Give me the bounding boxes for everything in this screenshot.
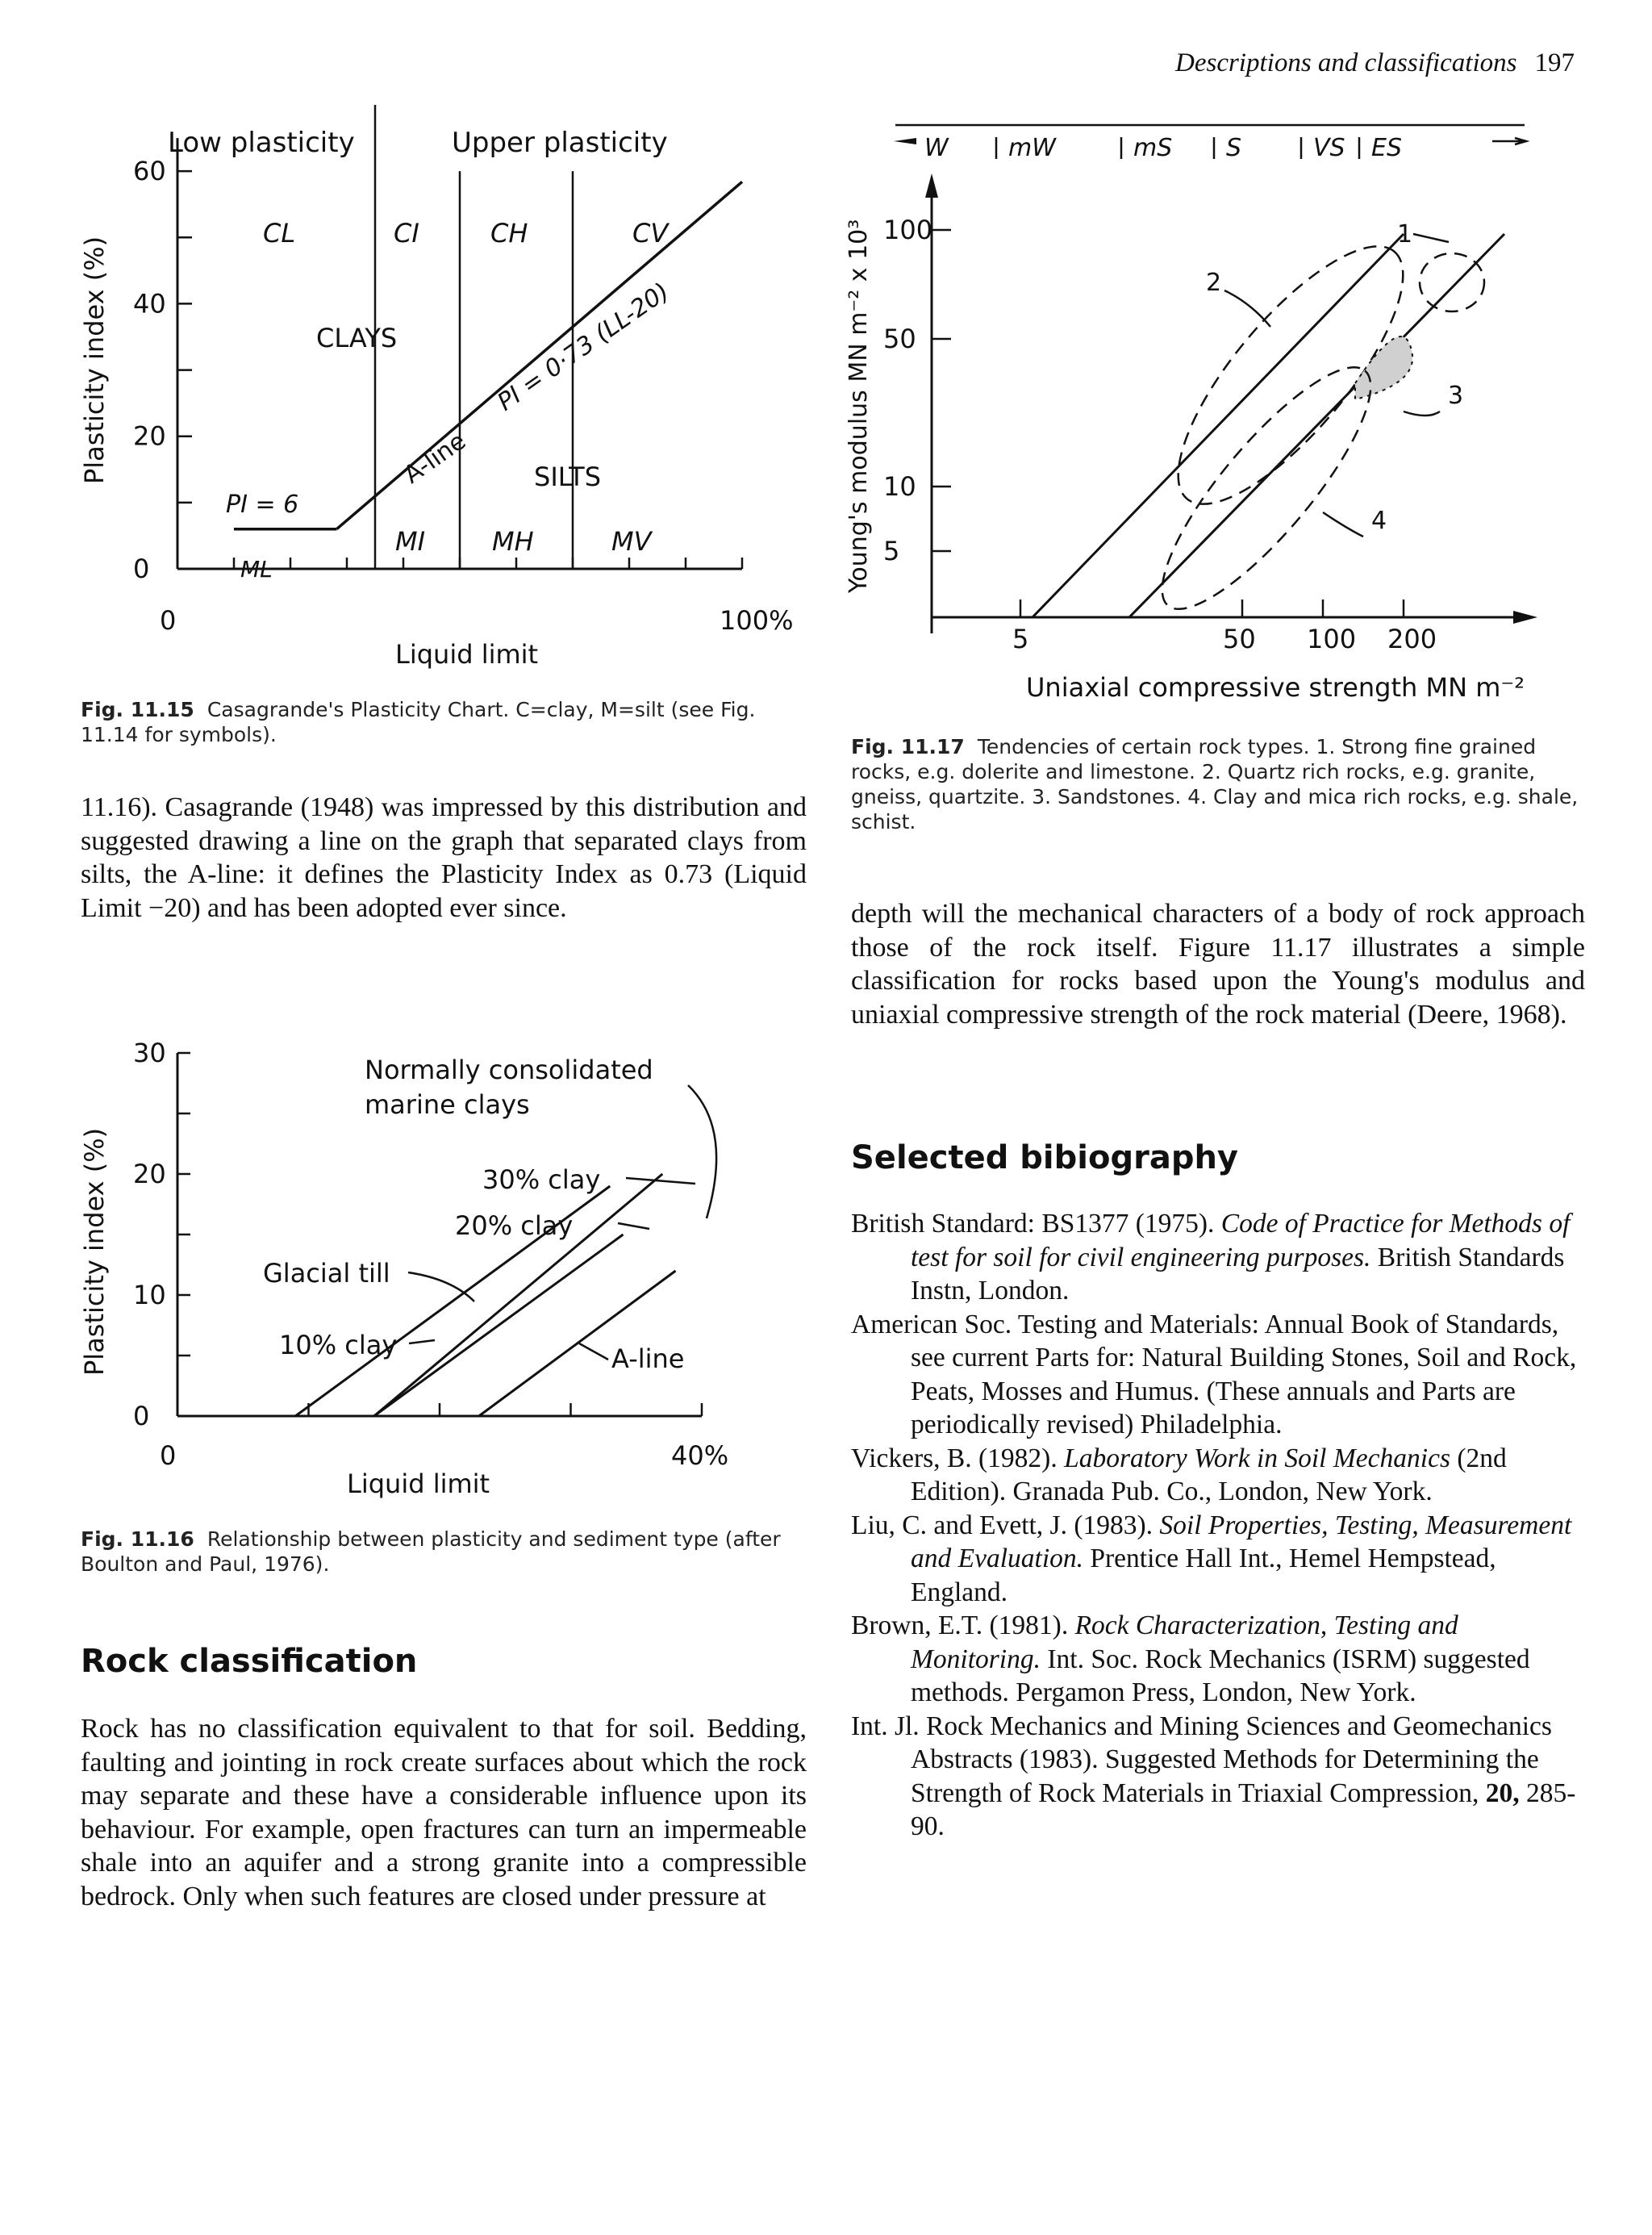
fig1-xtick-0: 0	[160, 605, 177, 636]
fig3-ytick-label: 100	[883, 215, 933, 245]
fig1-xlabel: Liquid limit	[395, 639, 539, 670]
fig1-ytick-label: 40	[133, 288, 166, 320]
figure-11-17	[839, 109, 1589, 722]
sediment-plasticity-chart	[73, 1005, 807, 1505]
fig2-caption	[81, 1527, 807, 1577]
rock-classification-heading: Rock classification	[81, 1643, 418, 1680]
fig3-label-3: 3	[1448, 382, 1464, 410]
fig3-line-lower	[1129, 234, 1504, 617]
fig3-label-1: 1	[1397, 220, 1413, 249]
fig2-leader-glacial	[408, 1272, 474, 1301]
fig3-y-arrow	[925, 173, 938, 198]
bib-entry-5: Brown, E.T. (1981). Rock Characterization, Testing and Monitoring. Int. Soc. Rock Mechanics (ISRM) suggested methods. Pergamon Press, London, New York.	[851, 1610, 1530, 1707]
fig1-zone-mv: MV	[611, 526, 652, 557]
fig3-class-ms: mS	[1133, 134, 1173, 162]
fig3-class-w: W	[924, 134, 949, 162]
fig1-zone-ci: CI	[394, 218, 419, 249]
fig2-caption-text: Relationship between plasticity and sediment type (after Boulton and Paul, 1976).	[81, 1527, 781, 1576]
fig2-leader-normally	[688, 1085, 716, 1218]
fig3-region-1	[1420, 253, 1484, 311]
rock-classification-chart	[839, 109, 1589, 722]
fig1-aline-equation: PI = 0·73 (LL-20)	[492, 277, 675, 417]
fig2-ytick-label: 30	[133, 1038, 166, 1068]
fig2-label-aline: A-line	[611, 1343, 685, 1374]
fig2-leader-30clay	[626, 1178, 695, 1184]
fig1-upper-plasticity: Upper plasticity	[452, 127, 668, 159]
fig2-xtick-0: 0	[160, 1440, 177, 1471]
fig3-xlabel: Uniaxial compressive strength MN m⁻²	[1026, 672, 1525, 703]
fig1-zone-mh: MH	[492, 526, 534, 557]
bibliography-list	[851, 1207, 1585, 1844]
fig3-ytick-label: 10	[883, 471, 916, 502]
fig2-xtick-40: 40%	[671, 1440, 729, 1471]
bib-entry-1: British Standard: BS1377 (1975). Code of Practice for Methods of test for soil for civil engineering purposes. British Standards Instn, London.	[851, 1209, 1571, 1305]
fig3-axes	[883, 173, 1537, 633]
fig2-ytick-label: 20	[133, 1159, 166, 1189]
fig1-ytick-label: 20	[133, 420, 166, 452]
fig2-ytick-label: 10	[133, 1280, 166, 1310]
fig3-caption-number: Fig. 11.17	[851, 735, 965, 758]
fig2-label-normally: Normally consolidated	[365, 1055, 653, 1085]
fig1-axes	[133, 105, 742, 584]
fig3-class-es: ES	[1371, 134, 1402, 162]
fig3-xtick-50: 50	[1223, 624, 1256, 654]
fig3-class-vs: VS	[1313, 134, 1345, 162]
col1-paragraph-1: 11.16). Casagrande (1948) was impressed by this distribution and suggested drawing a line on the graph that separated clays from silts, the A-line: it defines the Plasticity Index as 0.73 (Liquid Limit −20) and has been adopted ever since.	[81, 792, 807, 923]
fig3-class-mw: mW	[1008, 134, 1056, 162]
fig1-aline-label: A-line	[398, 427, 472, 490]
fig3-strength-classes	[894, 125, 1526, 162]
fig2-caption-number: Fig. 11.16	[81, 1527, 194, 1551]
figure-11-15	[73, 113, 807, 678]
running-header	[1175, 48, 1575, 78]
fig2-label-30clay: 30% clay	[482, 1164, 601, 1195]
fig2-leader-aline	[579, 1343, 608, 1360]
bibliography-heading: Selected bibiography	[851, 1139, 1238, 1176]
fig1-zone-cl: CL	[263, 218, 296, 249]
fig3-region-3	[1355, 336, 1412, 399]
fig2-label-20clay: 20% clay	[455, 1210, 574, 1241]
fig3-label-2: 2	[1206, 269, 1222, 297]
fig3-ytick-label: 50	[883, 324, 916, 354]
fig3-xtick-200: 200	[1387, 624, 1437, 654]
fig1-caption-text: Casagrande's Plasticity Chart. C=clay, M=silt (see Fig. 11.14 for symbols).	[81, 698, 756, 746]
fig3-arrow-right	[1492, 138, 1526, 144]
fig1-ml-label: ML	[240, 556, 273, 583]
plasticity-chart	[73, 113, 807, 678]
fig1-silts-label: SILTS	[534, 462, 602, 492]
fig1-zone-mi: MI	[395, 526, 426, 557]
fig3-caption-text: Tendencies of certain rock types. 1. Strong fine grained rocks, e.g. dolerite and limestone. 2. Quartz rich rocks, e.g. granite, gneiss, quartzite. 3. Sandstones. 4. Clay and mica rich rocks, e.g. shale, schist.	[851, 735, 1579, 833]
page-number: 197	[1534, 48, 1575, 77]
fig1-xtick-100: 100%	[720, 605, 794, 636]
fig1-pi6-label: PI = 6	[226, 491, 299, 519]
fig1-caption-number: Fig. 11.15	[81, 698, 194, 721]
fig1-ytick-label: 60	[133, 156, 166, 187]
fig3-ytick-label: 5	[883, 536, 900, 566]
fig1-zone-ch: CH	[490, 218, 528, 249]
fig3-x-arrow	[1513, 611, 1537, 624]
fig1-ylabel: Plasticity index (%)	[79, 236, 110, 484]
fig3-xtick-100: 100	[1307, 624, 1357, 654]
fig2-ytick-label: 0	[133, 1401, 150, 1431]
rock-classification-paragraph: Rock has no classification equivalent to that for soil. Bedding, faulting and jointing in rock create surfaces about which the rock may separate and these have a considerable influence upon its behaviour. For example, open fractures can turn an impermeable shale into an aquifer and a strong granite into a compressible bedrock. Only when such features are closed under pressure at	[81, 1714, 807, 1911]
fig1-low-plasticity: Low plasticity	[168, 127, 355, 159]
fig3-ylabel: Young's modulus MN m⁻² x 10³	[845, 219, 873, 593]
running-title: Descriptions and classifications	[1175, 48, 1517, 77]
fig3-xtick-5: 5	[1012, 624, 1029, 654]
fig2-series-line-2	[374, 1234, 624, 1416]
fig2-label-glacial: Glacial till	[263, 1258, 390, 1289]
fig2-label-10clay: 10% clay	[279, 1330, 398, 1360]
col2-paragraph-1: depth will the mechanical characters of a body of rock approach those of the rock itself. Figure 11.17 illustrates a simple classification for rocks based upon the Young's modulus and uniaxial compressive strength of the rock material (Deere, 1968).	[851, 899, 1585, 1030]
bib-entry-2: American Soc. Testing and Materials: Annual Book of Standards, see current Parts for: Natural Building Stones, Soil and Rock, Peats, Mosses and Humus. (These annuals and Parts are periodically revised) Philadelphia.	[851, 1309, 1577, 1439]
fig3-class-s: S	[1226, 134, 1242, 162]
bib-entry-3: Vickers, B. (1982). Laboratory Work in Soil Mechanics (2nd Edition). Granada Pub. Co., London, New York.	[851, 1443, 1507, 1506]
fig3-caption	[851, 734, 1589, 834]
fig1-zone-cv: CV	[632, 218, 669, 249]
fig1-ytick-label: 0	[133, 554, 150, 584]
fig2-leader-10clay	[409, 1340, 435, 1343]
fig2-xlabel: Liquid limit	[347, 1468, 490, 1499]
fig1-clays-label: CLAYS	[316, 323, 398, 353]
bib-entry-4: Liu, C. and Evett, J. (1983). Soil Properties, Testing, Measurement and Evaluation. Prentice Hall Int., Hemel Hempstead, England.	[851, 1510, 1572, 1607]
fig3-arrow-left	[894, 138, 916, 144]
fig1-caption	[81, 697, 807, 747]
figure-11-16	[73, 1005, 807, 1505]
fig2-leader-20clay	[618, 1223, 649, 1229]
fig3-label-4: 4	[1371, 507, 1387, 535]
fig2-label-marine: marine clays	[365, 1089, 530, 1120]
fig2-ylabel: Plasticity index (%)	[79, 1127, 110, 1376]
bib-entry-6: Int. Jl. Rock Mechanics and Mining Sciences and Geomechanics Abstracts (1983). Suggested Methods for Determining the Strength of Rock Materials in Triaxial Compression, 20, 285-90.	[851, 1711, 1576, 1841]
